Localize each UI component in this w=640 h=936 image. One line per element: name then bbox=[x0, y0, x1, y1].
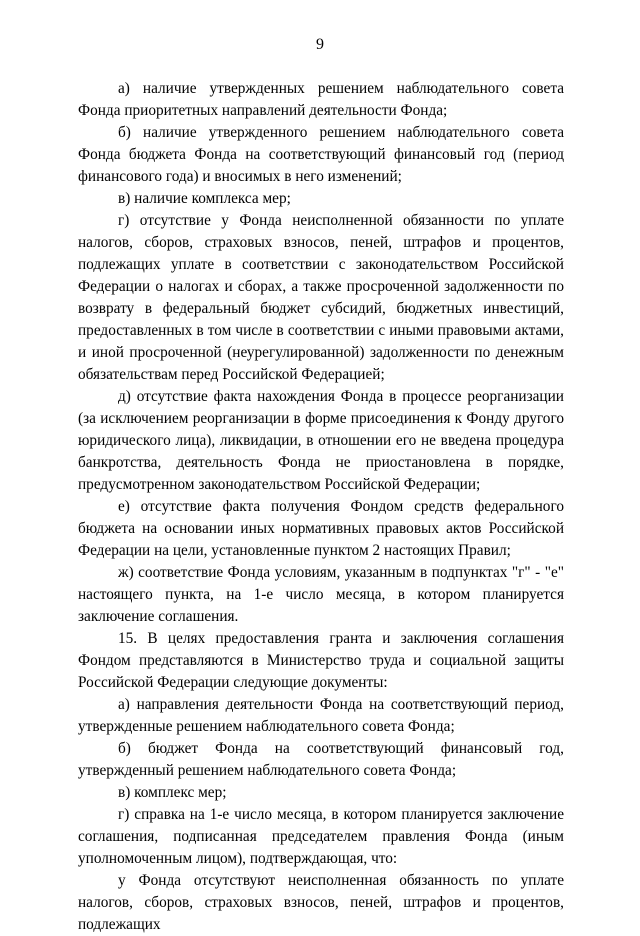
paragraph-item-b: б) наличие утвержденного решением наблюдательного совета Фонда бюджета Фонда на соответствующий финансовый год (период финансового года) и вносимых в него изменений; bbox=[78, 124, 564, 185]
paragraph-item-zh: ж) соответствие Фонда условиям, указанным в подпунктах "г" - "е" настоящего пункта, на 1-е число месяца, в котором планируется заключение соглашения. bbox=[78, 564, 564, 625]
paragraph-doc-a: а) направления деятельности Фонда на соответствующий период, утвержденные решением наблюдательного совета Фонда; bbox=[78, 696, 564, 735]
paragraph-certificate-text: у Фонда отсутствуют неисполненная обязанность по уплате налогов, сборов, страховых взносов, пеней, штрафов и процентов, подлежащих bbox=[78, 872, 564, 933]
document-body bbox=[78, 78, 564, 936]
paragraph-item-g: г) отсутствие у Фонда неисполненной обязанности по уплате налогов, сборов, страховых взносов, пеней, штрафов и процентов, подлежащих уплате в соответствии с законодательством Российской Федерации о налогах и сборах, а также просроченной задолженности по возврату в федеральный бюджет субсидий, бюджетных инвестиций, предоставленных в том числе в соответствии с иными правовыми актами, и иной просроченной (неурегулированной) задолженности по денежным обязательствам перед Российской Федерацией; bbox=[78, 212, 564, 383]
paragraph-clause-15: 15. В целях предоставления гранта и заключения соглашения Фондом представляются в Министерство труда и социальной защиты Российской Федерации следующие документы: bbox=[78, 630, 564, 691]
paragraph-item-v: в) наличие комплекса мер; bbox=[118, 190, 291, 207]
paragraph-item-a: а) наличие утвержденных решением наблюдательного совета Фонда приоритетных направлений деятельности Фонда; bbox=[78, 80, 564, 119]
page-number: 9 bbox=[316, 36, 324, 53]
paragraph-doc-b: б) бюджет Фонда на соответствующий финансовый год, утвержденный решением наблюдательного совета Фонда; bbox=[78, 740, 564, 779]
paragraph-doc-v: в) комплекс мер; bbox=[118, 784, 227, 801]
paragraph-item-d: д) отсутствие факта нахождения Фонда в процессе реорганизации (за исключением реорганизации в форме присоединения к Фонду другого юридического лица), ликвидации, в отношении его не введена процедура банкротства, деятельность Фонда не приостановлена в порядке, предусмотренном законодательством Российской Федерации; bbox=[78, 388, 564, 493]
paragraph-item-e: е) отсутствие факта получения Фондом средств федерального бюджета на основании иных нормативных правовых актов Российской Федерации на цели, установленные пунктом 2 настоящих Правил; bbox=[78, 498, 564, 559]
paragraph-doc-g: г) справка на 1-е число месяца, в котором планируется заключение соглашения, подписанная председателем правления Фонда (иным уполномоченным лицом), подтверждающая, что: bbox=[78, 806, 564, 867]
